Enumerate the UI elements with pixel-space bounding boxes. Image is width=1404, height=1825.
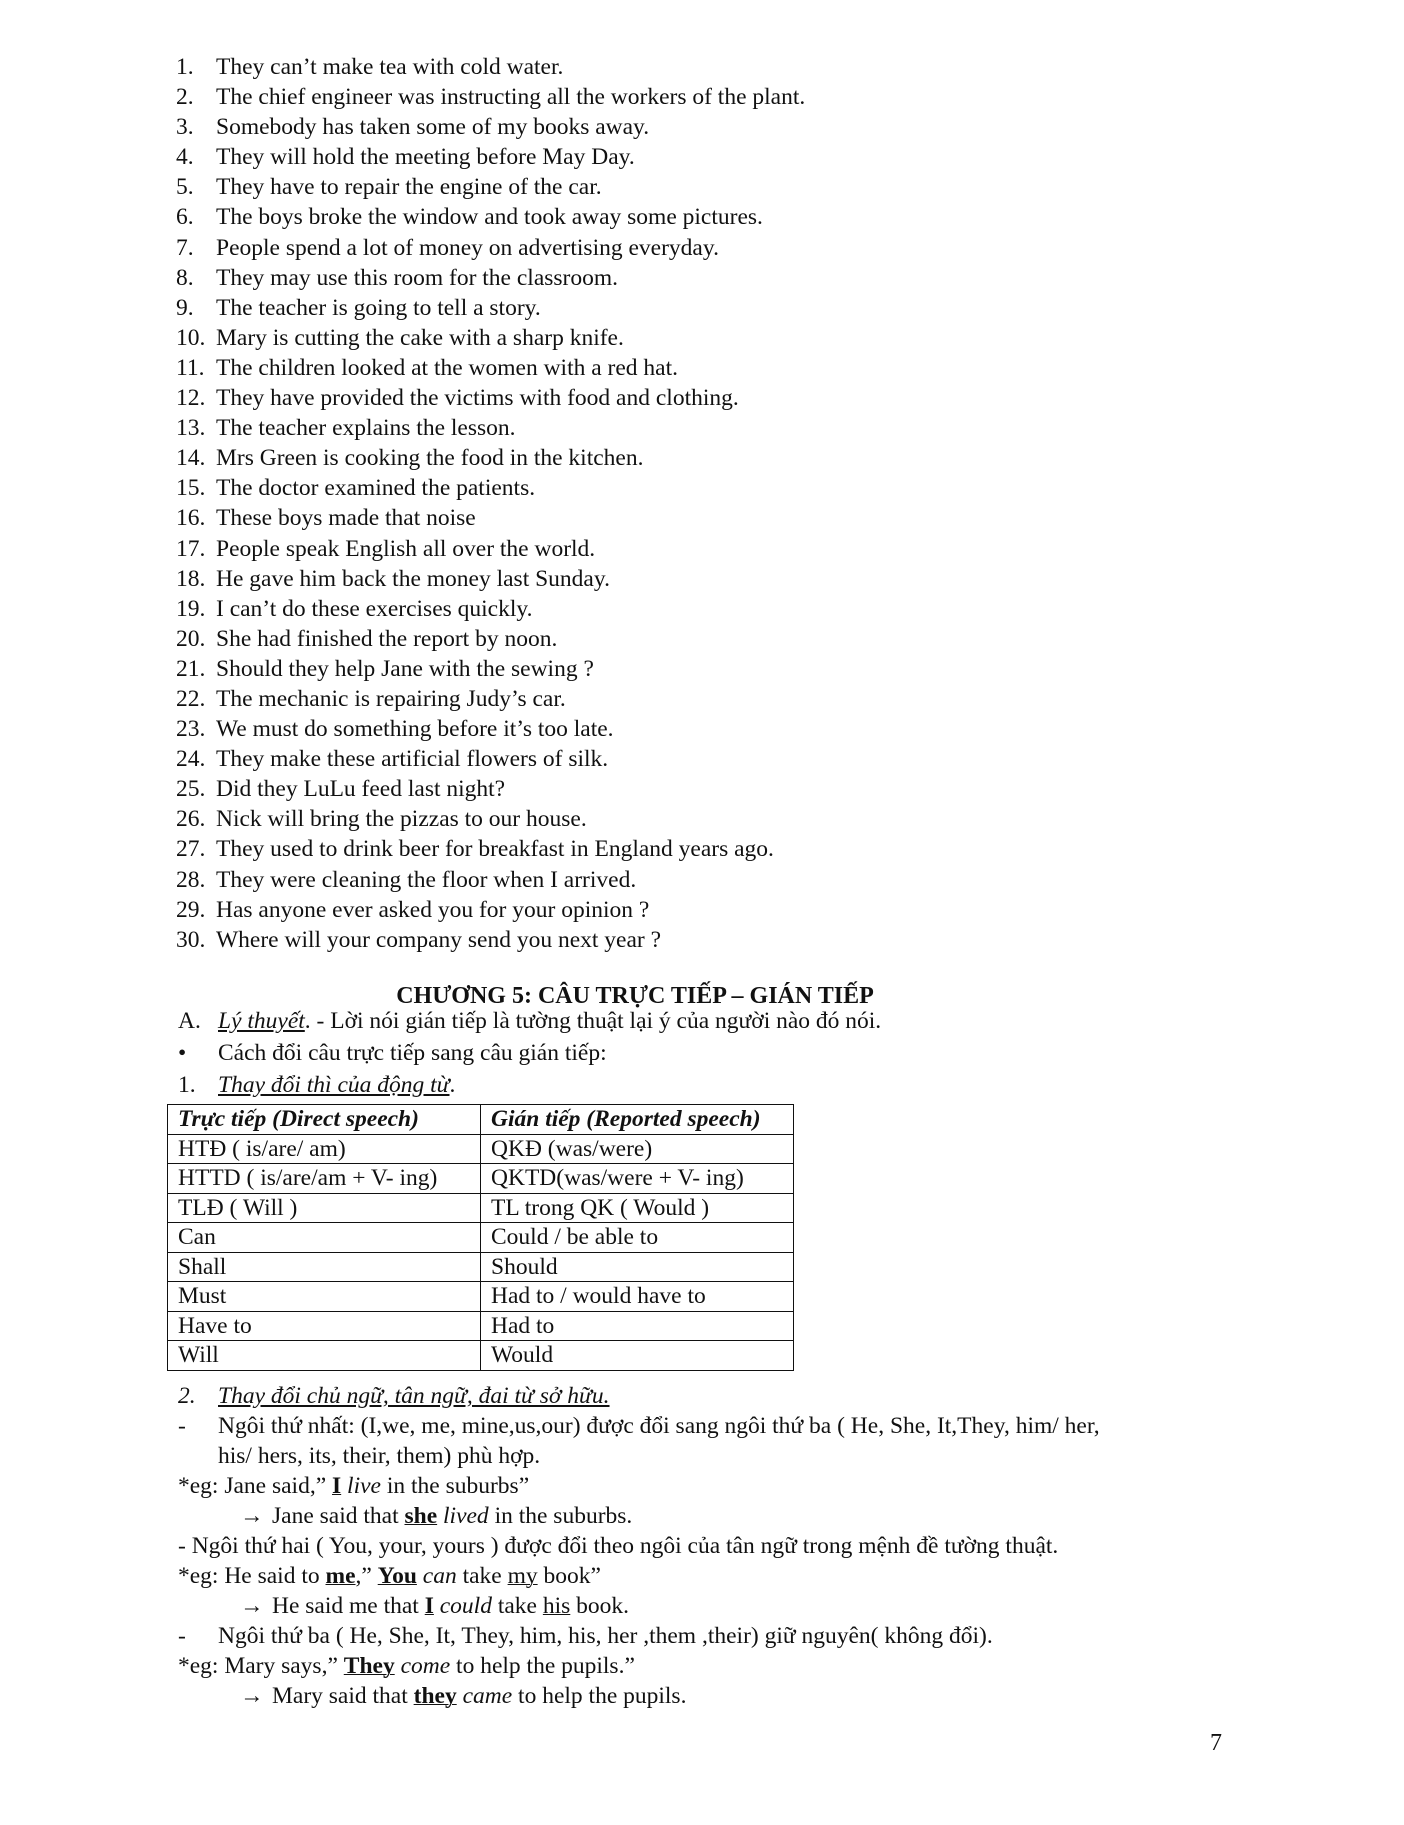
cell-direct: HTĐ ( is/are/ am) — [168, 1134, 481, 1164]
list-item — [176, 624, 805, 654]
table-row — [168, 1282, 794, 1312]
list-item-text: He gave him back the money last Sunday. — [216, 565, 610, 592]
list-item-number: 9. — [176, 294, 194, 321]
list-item-number: 13. — [176, 415, 206, 442]
list-item-number: 1. — [176, 54, 194, 80]
list-item-text: They can’t make tea with cold water. — [216, 54, 564, 80]
list-item-text: Should they help Jane with the sewing ? — [216, 655, 594, 682]
list-item-number: 19. — [176, 595, 206, 622]
list-item-number: 12. — [176, 385, 206, 412]
list-item-text: Did they LuLu feed last night? — [216, 776, 506, 803]
table-header-row — [168, 1105, 794, 1135]
list-item-text: The mechanic is repairing Judy’s car. — [216, 685, 566, 712]
example-3: *eg: Mary says,” They come to help the pupils.” — [178, 1653, 635, 1679]
list-item-number: 26. — [176, 806, 206, 833]
list-item-number: 11. — [176, 354, 205, 381]
list-item-text: Nick will bring the pizzas to our house. — [216, 806, 587, 833]
list-item — [176, 594, 805, 624]
example-3-result: → Mary said that they came to help the pupils. — [240, 1683, 687, 1709]
rule-third-person: - Ngôi thứ ba ( He, She, It, They, him, his, her ,them ,their) giữ nguyên( không đổi). — [178, 1623, 993, 1649]
list-item — [176, 744, 805, 774]
list-item — [176, 714, 805, 744]
list-item — [176, 443, 805, 473]
list-item-text: I can’t do these exercises quickly. — [216, 595, 533, 622]
list-item-text: The teacher is going to tell a story. — [216, 294, 541, 321]
list-item-number: 7. — [176, 234, 194, 261]
rule-first-person: - Ngôi thứ nhất: (I,we, me, mine,us,our) được đổi sang ngôi thứ ba ( He, She, It,They, him/ her, his/ hers, its, their, them) phù hợp. — [178, 1413, 1100, 1469]
example-1-result: → Jane said that she lived in the suburbs. — [240, 1503, 633, 1529]
list-item-number: 24. — [176, 746, 206, 773]
list-item-number: 30. — [176, 926, 206, 953]
list-item-text: People speak English all over the world. — [216, 535, 596, 562]
list-item — [176, 353, 805, 383]
list-item-number: 28. — [176, 866, 206, 893]
cell-direct: Shall — [168, 1252, 481, 1282]
cell-reported: Could / be able to — [481, 1223, 794, 1253]
list-item-number: 23. — [176, 716, 206, 743]
list-item-text: Has anyone ever asked you for your opinion ? — [216, 896, 650, 923]
list-item — [176, 263, 805, 293]
list-item-text: She had finished the report by noon. — [216, 625, 558, 652]
list-item-number: 20. — [176, 625, 206, 652]
list-item-text: They used to drink beer for breakfast in England years ago. — [216, 836, 774, 863]
list-item-number: 22. — [176, 685, 206, 712]
list-item-text: Where will your company send you next year ? — [216, 926, 662, 953]
exercise-list — [176, 52, 805, 955]
list-item-text: These boys made that noise — [216, 505, 476, 532]
table-row — [168, 1164, 794, 1194]
list-item — [176, 142, 805, 172]
step-2-heading: 2. Thay đổi chủ ngữ, tân ngữ, đai từ sở hữu. — [178, 1383, 610, 1409]
list-item-text: The doctor examined the patients. — [216, 475, 536, 502]
cell-reported: QKTD(was/were + V- ing) — [481, 1164, 794, 1194]
list-item — [176, 413, 805, 443]
header-reported: Gián tiếp (Reported speech) — [481, 1105, 794, 1135]
list-item-number: 3. — [176, 114, 194, 141]
table-row — [168, 1193, 794, 1223]
cell-direct: Have to — [168, 1311, 481, 1341]
cell-direct: Can — [168, 1223, 481, 1253]
cell-direct: Must — [168, 1282, 481, 1312]
list-item-text: The chief engineer was instructing all the workers of the plant. — [216, 84, 806, 111]
list-item-number: 27. — [176, 836, 206, 863]
list-item-text: The teacher explains the lesson. — [216, 415, 516, 442]
list-item-text: They make these artificial flowers of silk. — [216, 746, 609, 773]
list-item-text: They will hold the meeting before May Day. — [216, 144, 635, 171]
list-item-number: 17. — [176, 535, 206, 562]
list-item — [176, 172, 805, 202]
example-2-result: → He said me that I could take his book. — [240, 1593, 630, 1619]
list-item-text: They have to repair the engine of the car. — [216, 174, 602, 201]
table-row — [168, 1341, 794, 1371]
list-item — [176, 503, 805, 533]
table-row — [168, 1311, 794, 1341]
example-2: *eg: He said to me,” You can take my book” — [178, 1563, 601, 1589]
cell-reported: Had to / would have to — [481, 1282, 794, 1312]
list-item — [176, 112, 805, 142]
list-item — [176, 925, 805, 955]
tense-table-body — [168, 1134, 794, 1370]
list-item-text: They have provided the victims with food and clothing. — [216, 385, 739, 412]
list-item-number: 14. — [176, 445, 206, 472]
page-number: 7 — [1210, 1730, 1222, 1756]
list-item — [176, 534, 805, 564]
list-item-text: Mary is cutting the cake with a sharp knife. — [216, 324, 624, 351]
list-item-number: 4. — [176, 144, 194, 171]
list-item-number: 16. — [176, 505, 206, 532]
list-item-text: Mrs Green is cooking the food in the kitchen. — [216, 445, 644, 472]
list-item — [176, 834, 805, 864]
bullet-icon: • — [178, 1040, 187, 1066]
list-item — [176, 293, 805, 323]
list-item-number: 21. — [176, 655, 206, 682]
list-item — [176, 233, 805, 263]
cell-reported: Had to — [481, 1311, 794, 1341]
list-item-number: 18. — [176, 565, 206, 592]
theory-label: Lý thuyết — [218, 1008, 305, 1034]
conversion-bullet: • Cách đổi câu trực tiếp sang câu gián tiếp: — [178, 1040, 607, 1066]
table-row — [168, 1252, 794, 1282]
list-item-text: Somebody has taken some of my books away. — [216, 114, 650, 141]
step-1-heading: 1. Thay đổi thì của động từ. — [178, 1072, 456, 1098]
list-item — [176, 564, 805, 594]
list-item-text: People spend a lot of money on advertising everyday. — [216, 234, 719, 261]
header-direct: Trực tiếp (Direct speech) — [168, 1105, 481, 1135]
list-item-number: 25. — [176, 776, 206, 803]
rule-second-person: - Ngôi thứ hai ( You, your, yours ) được đổi theo ngôi của tân ngữ trong mệnh đề tường thuật. — [178, 1533, 1059, 1559]
list-item-number: 15. — [176, 475, 206, 502]
tense-table — [167, 1104, 794, 1371]
list-item — [176, 323, 805, 353]
list-item-number: 6. — [176, 204, 194, 231]
arrow-right-icon: → — [240, 1503, 264, 1529]
table-row — [168, 1223, 794, 1253]
list-item — [176, 52, 805, 82]
list-item-text: The children looked at the women with a red hat. — [216, 354, 679, 381]
list-item — [176, 383, 805, 413]
list-item — [176, 473, 805, 503]
list-item-text: They were cleaning the floor when I arrived. — [216, 866, 637, 893]
cell-reported: Should — [481, 1252, 794, 1282]
arrow-right-icon: → — [240, 1683, 264, 1709]
list-item-text: They may use this room for the classroom. — [216, 264, 619, 291]
list-item — [176, 865, 805, 895]
table-row — [168, 1134, 794, 1164]
list-item-text: We must do something before it’s too late. — [216, 716, 614, 743]
list-item — [176, 684, 805, 714]
list-item-text: The boys broke the window and took away some pictures. — [216, 204, 763, 231]
list-item-number: 8. — [176, 264, 194, 291]
list-item — [176, 654, 805, 684]
list-item — [176, 202, 805, 232]
list-item — [176, 82, 805, 112]
list-item — [176, 804, 805, 834]
theory-line: A. Lý thuyết. - Lời nói gián tiếp là tường thuật lại ý của người nào đó nói. — [178, 1008, 882, 1034]
list-item-number: 2. — [176, 84, 194, 111]
list-item-number: 29. — [176, 896, 206, 923]
cell-reported: QKĐ (was/were) — [481, 1134, 794, 1164]
chapter-title: CHƯƠNG 5: CÂU TRỰC TIẾP – GIÁN TIẾP — [396, 983, 874, 1009]
list-item — [176, 774, 805, 804]
arrow-right-icon: → — [240, 1593, 264, 1619]
list-item — [176, 895, 805, 925]
cell-reported: Would — [481, 1341, 794, 1371]
cell-reported: TL trong QK ( Would ) — [481, 1193, 794, 1223]
cell-direct: TLĐ ( Will ) — [168, 1193, 481, 1223]
list-item-number: 5. — [176, 174, 194, 201]
list-item-number: 10. — [176, 324, 206, 351]
cell-direct: HTTD ( is/are/am + V- ing) — [168, 1164, 481, 1194]
cell-direct: Will — [168, 1341, 481, 1371]
example-1: *eg: Jane said,” I live in the suburbs” — [178, 1473, 530, 1499]
